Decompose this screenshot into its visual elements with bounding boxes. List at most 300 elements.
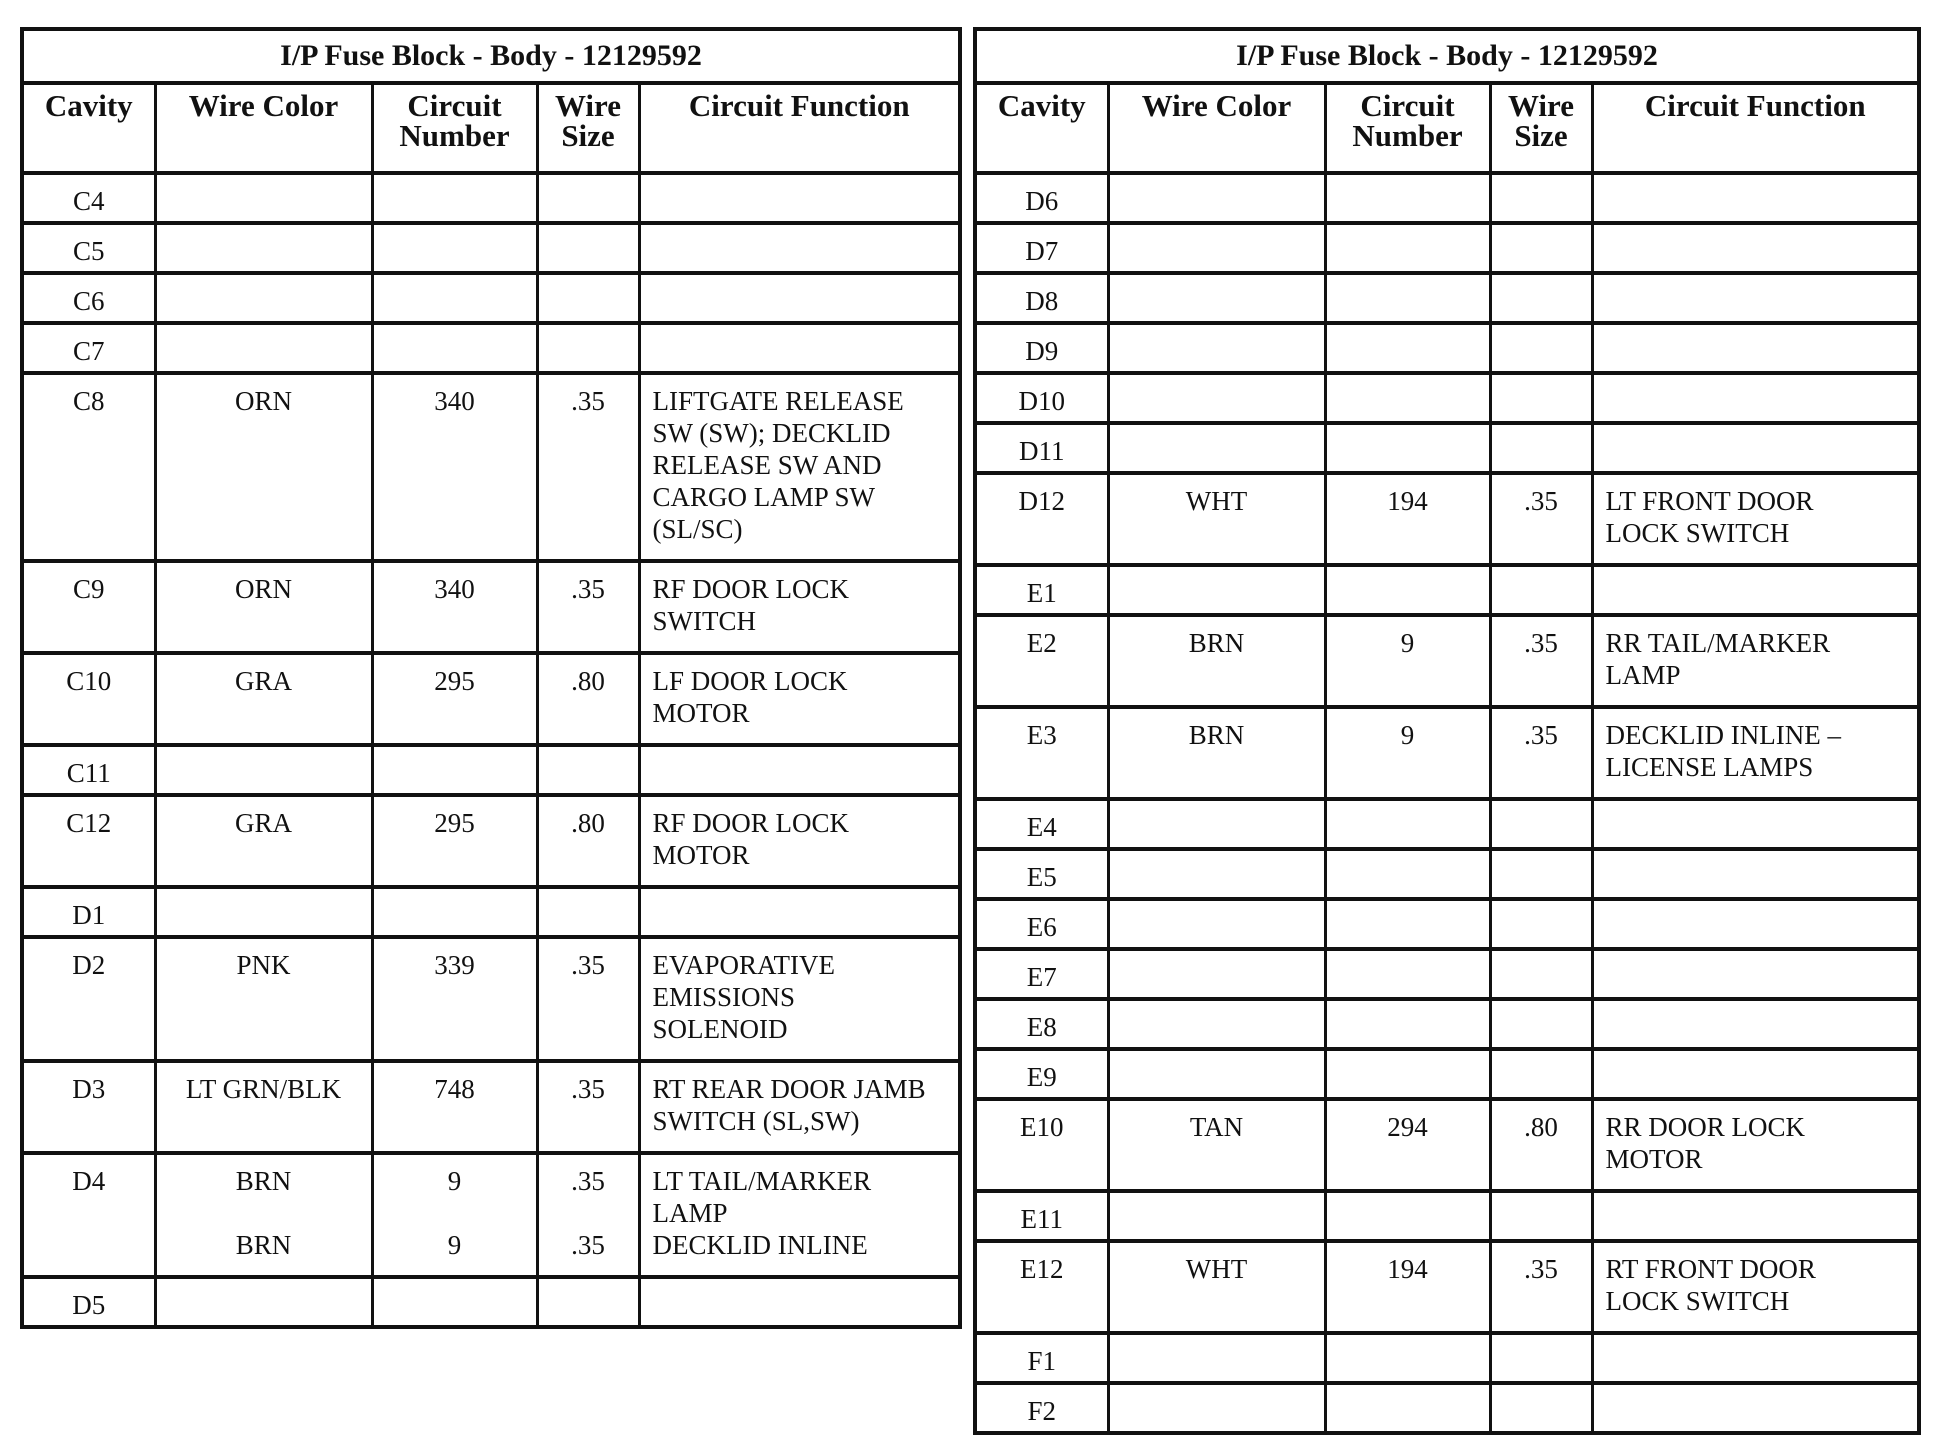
circuit-function-cell [639,323,960,373]
header-wire-size-line: Wire [1507,88,1574,123]
circuit-number-cell [1325,849,1490,899]
cavity-cell: D6 [975,173,1108,223]
cavity-cell: C7 [22,323,155,373]
cavity-cell: D7 [975,223,1108,273]
cavity-cell: E11 [975,1191,1108,1241]
cavity-cell: E9 [975,1049,1108,1099]
header-wire-color: Wire Color [155,83,372,173]
table-title: I/P Fuse Block - Body - 12129592 [22,29,960,83]
cavity-cell: E12 [975,1241,1108,1333]
cavity-cell: E3 [975,707,1108,799]
circuit-function-cell [1592,1241,1919,1333]
wire-color-cell [155,1061,372,1153]
circuit-number-cell-line: 295 [434,666,475,696]
table-row [975,565,1919,615]
circuit-function-cell [639,1153,960,1277]
circuit-function-cell [639,223,960,273]
wire-color-cell-line: ORN [234,386,292,416]
circuit-number-cell [1325,999,1490,1049]
cavity-cell: E2 [975,615,1108,707]
circuit-number-cell [1325,373,1490,423]
header-circuit-number [372,83,537,173]
wire-size-cell [1490,615,1592,707]
circuit-number-cell [1325,273,1490,323]
wire-color-cell [155,653,372,745]
wire-size-cell-line: .35 [571,1074,605,1104]
circuit-function-cell-line: RR DOOR LOCK [1605,1112,1806,1142]
wire-size-cell [1490,473,1592,565]
table-row [975,1049,1919,1099]
wire-size-cell [537,1061,639,1153]
wire-color-cell-line: PNK [236,950,291,980]
table-row [22,1061,960,1153]
circuit-function-cell-line: SWITCH (SL,SW) [652,1106,860,1136]
circuit-number-cell-line: 9 [1400,628,1415,658]
table-title: I/P Fuse Block - Body - 12129592 [975,29,1919,83]
header-circuit-number [1325,83,1490,173]
wire-size-cell [1490,565,1592,615]
circuit-function-cell [1592,949,1919,999]
circuit-function-cell [1592,373,1919,423]
table-row [975,473,1919,565]
circuit-number-cell [1325,1383,1490,1433]
wire-color-cell [1108,1099,1325,1191]
circuit-number-cell [1325,899,1490,949]
wire-color-cell-line: BRN [1188,628,1245,658]
wire-size-cell [1490,899,1592,949]
circuit-function-cell-line: SWITCH [652,606,756,636]
circuit-function-cell [1592,565,1919,615]
circuit-number-cell [1325,423,1490,473]
cavity-cell: D2 [22,937,155,1061]
wire-color-cell [155,223,372,273]
wire-color-cell [155,373,372,561]
circuit-function-cell-line: RT FRONT DOOR [1605,1254,1816,1284]
table-row [975,173,1919,223]
circuit-function-cell-line: MOTOR [652,698,750,728]
circuit-number-cell [1325,223,1490,273]
header-wire-color: Wire Color [1108,83,1325,173]
table-row [975,949,1919,999]
cavity-cell: D12 [975,473,1108,565]
cavity-cell: E5 [975,849,1108,899]
wire-color-cell [1108,1241,1325,1333]
header-circuit-number-line: Circuit [407,88,502,123]
wire-size-cell [1490,707,1592,799]
circuit-number-cell [1325,1099,1490,1191]
wire-size-cell [1490,949,1592,999]
circuit-function-cell [1592,173,1919,223]
circuit-function-cell [639,561,960,653]
wire-color-cell [155,173,372,223]
circuit-function-cell [1592,223,1919,273]
circuit-function-cell [1592,899,1919,949]
wire-color-cell [1108,707,1325,799]
table-row [975,1241,1919,1333]
circuit-function-cell-line: LF DOOR LOCK [652,666,848,696]
table-row [22,373,960,561]
circuit-function-cell [639,887,960,937]
circuit-function-cell-line: LT TAIL/MARKER [652,1166,872,1196]
wire-size-cell [1490,999,1592,1049]
circuit-number-cell-line: 194 [1387,1254,1428,1284]
table-row [975,323,1919,373]
circuit-function-cell-line: SW (SW); DECKLID [652,418,891,448]
header-cavity: Cavity [22,83,155,173]
circuit-function-cell-line: RR TAIL/MARKER [1605,628,1831,658]
circuit-function-cell-line: LOCK SWITCH [1605,518,1790,548]
table-row [975,849,1919,899]
table-row [975,373,1919,423]
wire-color-cell-line: TAN [1189,1112,1244,1142]
wire-size-cell [537,561,639,653]
circuit-number-cell [1325,1241,1490,1333]
circuit-function-cell [1592,1099,1919,1191]
cavity-cell: F1 [975,1333,1108,1383]
circuit-number-cell [372,1153,537,1277]
table-row [22,795,960,887]
circuit-function-cell [1592,473,1919,565]
wire-color-cell-line: LT GRN/BLK [185,1074,342,1104]
cavity-cell: E1 [975,565,1108,615]
circuit-number-cell-line: 9 [1400,720,1415,750]
cavity-cell: C11 [22,745,155,795]
circuit-function-cell [1592,799,1919,849]
wire-size-cell [1490,1383,1592,1433]
circuit-function-cell-line: RT REAR DOOR JAMB [652,1074,926,1104]
wire-color-cell [1108,615,1325,707]
circuit-function-cell [1592,1191,1919,1241]
table-row [22,323,960,373]
circuit-function-cell [639,1277,960,1327]
wire-color-cell-line: GRA [234,808,292,838]
circuit-function-cell-line: SOLENOID [652,1014,788,1044]
wire-color-cell [1108,323,1325,373]
wire-color-cell [155,561,372,653]
header-circuit-number-line: Number [1352,118,1463,153]
wire-color-cell-line: BRN [1188,720,1245,750]
cavity-cell: C4 [22,173,155,223]
circuit-function-cell-line: LAMP [1605,660,1681,690]
wire-color-cell [1108,999,1325,1049]
circuit-function-cell [639,373,960,561]
circuit-number-cell-line [374,1197,536,1229]
cavity-cell: D11 [975,423,1108,473]
circuit-function-cell [1592,323,1919,373]
table-row [975,273,1919,323]
table-row [22,653,960,745]
cavity-cell: D5 [22,1277,155,1327]
circuit-number-cell [1325,173,1490,223]
circuit-number-cell [372,1061,537,1153]
wire-color-cell-line: BRN [235,1230,292,1260]
circuit-number-cell-line: 295 [434,808,475,838]
cavity-cell: C10 [22,653,155,745]
cavity-cell: C8 [22,373,155,561]
wire-color-cell [1108,1191,1325,1241]
circuit-function-cell-line: RF DOOR LOCK [652,574,850,604]
circuit-function-cell-line: CARGO LAMP SW [652,482,876,512]
wire-size-cell [537,1277,639,1327]
wire-size-cell-line: .35 [1524,1254,1558,1284]
circuit-number-cell [372,173,537,223]
cavity-cell: D9 [975,323,1108,373]
wire-color-cell [155,795,372,887]
circuit-number-cell-line: 748 [434,1074,475,1104]
circuit-number-cell [1325,473,1490,565]
circuit-function-cell [1592,999,1919,1049]
table-row [975,1333,1919,1383]
table-row [975,615,1919,707]
table-row [22,561,960,653]
circuit-number-cell [372,323,537,373]
circuit-function-cell [1592,423,1919,473]
wire-size-cell-line: .35 [571,1230,605,1260]
circuit-function-cell-line: LOCK SWITCH [1605,1286,1790,1316]
wire-color-cell [1108,1049,1325,1099]
circuit-function-cell [639,653,960,745]
circuit-number-cell [372,745,537,795]
table-row [22,223,960,273]
wire-size-cell [537,745,639,795]
wire-size-cell [1490,1049,1592,1099]
wire-size-cell [537,223,639,273]
circuit-number-cell [372,561,537,653]
circuit-function-cell [1592,615,1919,707]
header-circuit-number-line: Number [399,118,510,153]
circuit-function-cell [1592,1049,1919,1099]
wire-color-cell [155,273,372,323]
cavity-cell: C9 [22,561,155,653]
wire-size-cell [1490,1241,1592,1333]
circuit-number-cell-line: 340 [434,386,475,416]
table-body [22,173,960,1327]
header-circuit-function: Circuit Function [639,83,960,173]
circuit-number-cell [1325,799,1490,849]
wire-color-cell [1108,423,1325,473]
wire-color-cell [1108,1383,1325,1433]
wire-color-cell [1108,949,1325,999]
wire-size-cell [537,373,639,561]
circuit-function-cell [639,795,960,887]
circuit-number-cell [372,653,537,745]
table-row [975,1383,1919,1433]
wire-size-cell-line: .35 [1524,628,1558,658]
circuit-number-cell [372,373,537,561]
cavity-cell: D8 [975,273,1108,323]
cavity-cell: F2 [975,1383,1108,1433]
table-row [975,1099,1919,1191]
circuit-number-cell [372,1277,537,1327]
circuit-number-cell [1325,1333,1490,1383]
wire-size-cell [1490,423,1592,473]
table-row [975,707,1919,799]
header-wire-size-line: Size [1514,118,1568,153]
wire-size-cell-line [539,1197,638,1229]
table-body [975,173,1919,1433]
wire-size-cell [1490,1191,1592,1241]
circuit-number-cell [1325,1049,1490,1099]
circuit-function-cell [639,173,960,223]
cavity-cell: D4 [22,1153,155,1277]
header-wire-size [537,83,639,173]
wire-color-cell-line: WHT [1185,1254,1248,1284]
cavity-cell: C5 [22,223,155,273]
wire-size-cell [1490,373,1592,423]
wire-size-cell-line: .80 [571,808,605,838]
circuit-function-cell-line: DECKLID INLINE [652,1230,868,1260]
wire-color-cell [1108,799,1325,849]
circuit-function-cell-line: LICENSE LAMPS [1605,752,1814,782]
wire-size-cell-line: .35 [571,1166,605,1196]
circuit-number-cell-line: 9 [447,1166,462,1196]
circuit-number-cell-line: 9 [447,1230,462,1260]
table-row [22,887,960,937]
circuit-number-cell-line: 294 [1387,1112,1428,1142]
header-cavity: Cavity [975,83,1108,173]
circuit-function-cell-line: RF DOOR LOCK [652,808,850,838]
wire-size-cell-line: .80 [571,666,605,696]
wire-color-cell [1108,849,1325,899]
table-row [22,937,960,1061]
cavity-cell: E4 [975,799,1108,849]
circuit-number-cell [1325,615,1490,707]
wire-size-cell [1490,223,1592,273]
circuit-number-cell [1325,1191,1490,1241]
fuse-table-right [973,27,1921,1435]
header-circuit-function: Circuit Function [1592,83,1919,173]
wire-color-cell [1108,899,1325,949]
wire-color-cell [1108,473,1325,565]
header-circuit-number-line: Circuit [1360,88,1455,123]
table-row [22,1277,960,1327]
wire-color-cell [155,937,372,1061]
circuit-number-cell [372,273,537,323]
wire-color-cell [155,745,372,795]
circuit-number-cell [1325,565,1490,615]
wire-color-cell [1108,1333,1325,1383]
wire-color-cell-line: GRA [234,666,292,696]
circuit-number-cell [1325,323,1490,373]
fuse-table-left [20,27,962,1329]
circuit-function-cell [1592,273,1919,323]
circuit-number-cell [372,795,537,887]
circuit-number-cell-line: 339 [434,950,475,980]
circuit-number-cell-line: 340 [434,574,475,604]
table-row [22,745,960,795]
wire-size-cell [1490,849,1592,899]
circuit-function-cell-line: LT FRONT DOOR [1605,486,1814,516]
cavity-cell: D1 [22,887,155,937]
wire-size-cell [537,323,639,373]
circuit-function-cell [639,1061,960,1153]
circuit-function-cell-line: MOTOR [652,840,750,870]
wire-color-cell-line [157,1197,371,1229]
wire-size-cell [1490,173,1592,223]
header-wire-size-line: Wire [554,88,621,123]
circuit-number-cell [1325,949,1490,999]
wire-size-cell [537,653,639,745]
table-row [975,899,1919,949]
wire-size-cell-line: .35 [571,386,605,416]
circuit-number-cell [1325,707,1490,799]
header-wire-size [1490,83,1592,173]
circuit-function-cell-line: DECKLID INLINE – [1605,720,1841,750]
cavity-cell: E8 [975,999,1108,1049]
circuit-function-cell-line: MOTOR [1605,1144,1703,1174]
wire-size-cell-line: .35 [1524,486,1558,516]
cavity-cell: E10 [975,1099,1108,1191]
wire-color-cell-line: WHT [1185,486,1248,516]
circuit-function-cell-line: EVAPORATIVE [652,950,836,980]
wire-color-cell [155,1277,372,1327]
wire-color-cell [1108,565,1325,615]
wire-size-cell [537,887,639,937]
table-row [22,273,960,323]
wire-color-cell-line: BRN [235,1166,292,1196]
wire-color-cell [1108,373,1325,423]
wire-size-cell-line: .35 [571,950,605,980]
wire-size-cell [1490,799,1592,849]
table-row [975,223,1919,273]
circuit-function-cell-line: (SL/SC) [652,514,743,544]
wire-color-cell [1108,173,1325,223]
wire-color-cell [1108,273,1325,323]
header-wire-size-line: Size [561,118,615,153]
circuit-number-cell-line: 194 [1387,486,1428,516]
wire-size-cell [1490,323,1592,373]
wire-color-cell [155,887,372,937]
cavity-cell: D10 [975,373,1108,423]
wire-color-cell [1108,223,1325,273]
wire-size-cell [537,937,639,1061]
cavity-cell: E6 [975,899,1108,949]
wire-size-cell-line: .35 [1524,720,1558,750]
wire-size-cell [1490,1333,1592,1383]
wire-size-cell [1490,273,1592,323]
wire-size-cell [1490,1099,1592,1191]
table-row [22,173,960,223]
circuit-function-cell-line: LAMP [652,1198,728,1228]
table-row [975,999,1919,1049]
circuit-function-cell [1592,1333,1919,1383]
circuit-function-cell [639,273,960,323]
wire-color-cell [155,1153,372,1277]
circuit-function-cell-line: LIFTGATE RELEASE [652,386,904,416]
wire-size-cell [537,173,639,223]
wire-color-cell [155,323,372,373]
wire-size-cell-line: .35 [571,574,605,604]
circuit-function-cell [639,745,960,795]
table-row [975,1191,1919,1241]
circuit-function-cell-line: EMISSIONS [652,982,796,1012]
wire-size-cell [537,1153,639,1277]
circuit-function-cell [639,937,960,1061]
table-row [22,1153,960,1277]
circuit-function-cell [1592,849,1919,899]
circuit-number-cell [372,887,537,937]
wire-color-cell-line: ORN [234,574,292,604]
wire-size-cell [537,795,639,887]
wire-size-cell-line: .80 [1524,1112,1558,1142]
circuit-function-cell [1592,1383,1919,1433]
cavity-cell: C12 [22,795,155,887]
circuit-number-cell [372,937,537,1061]
table-row [975,423,1919,473]
table-row [975,799,1919,849]
wire-size-cell [537,273,639,323]
circuit-function-cell [1592,707,1919,799]
